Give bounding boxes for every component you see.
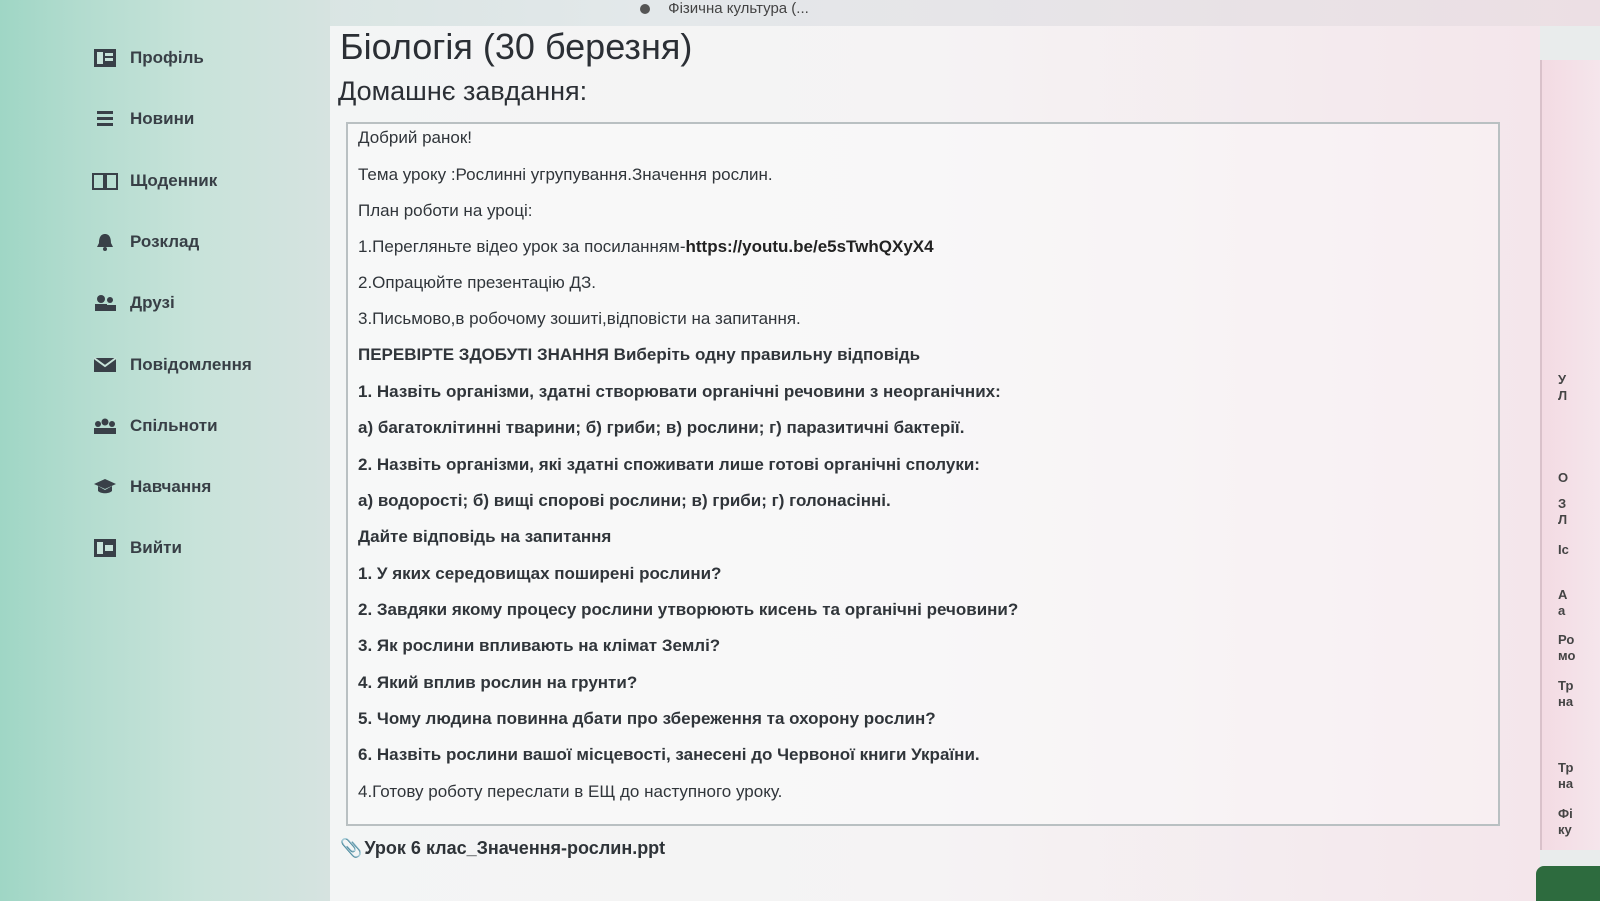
sidebar-item-profile[interactable] [92, 40, 204, 76]
sidebar-item-label: Вийти [130, 538, 182, 557]
sidebar-item-label: Друзі [130, 293, 175, 312]
sidebar-item-label: Новини [130, 109, 195, 128]
sidebar-item-label: Повідомлення [130, 355, 252, 374]
panel-fragment: на [1558, 694, 1574, 709]
panel-fragment: З [1558, 496, 1567, 511]
right-side-panel [1540, 60, 1600, 850]
panel-fragment: А [1558, 587, 1568, 602]
sidebar-item-logout[interactable] [92, 530, 182, 566]
attachment-link[interactable] [340, 838, 665, 859]
homework-box [346, 122, 1500, 826]
topic-line: Тема уроку :Рослинні угрупування.Значення рослин. [358, 165, 773, 184]
panel-fragment: Ро [1558, 632, 1575, 647]
panel-fragment: ку [1558, 822, 1572, 837]
profile-icon [92, 47, 118, 69]
step-1-line [358, 237, 934, 257]
tab-label: Фізична культура (... [668, 0, 809, 17]
sidebar-item-messages[interactable] [92, 347, 252, 383]
sidebar-item-news[interactable] [92, 101, 194, 137]
video-link[interactable]: https://youtu.be/e5sTwhQXyX4 [685, 237, 934, 256]
submission-line: 4.Готову роботу переслати в ЕЩ до наступного уроку. [358, 782, 783, 801]
paperclip-icon: 📎 [340, 838, 363, 858]
sidebar [0, 0, 330, 901]
tab-icon [640, 4, 650, 14]
panel-fragment: на [1558, 776, 1574, 791]
answer-heading: Дайте відповідь на запитання [358, 527, 612, 546]
graduation-cap-icon [92, 476, 118, 498]
sidebar-item-label: Щоденник [130, 171, 218, 190]
current-tab[interactable] [640, 0, 809, 17]
main-content [330, 26, 1540, 901]
sidebar-item-communities[interactable] [92, 408, 218, 444]
sidebar-item-label: Розклад [130, 232, 200, 251]
question-1-options: а) багатоклітинні тварини; б) гриби; в) рослини; г) паразитичні бактерії. [358, 418, 965, 437]
question-2: 2. Назвіть організми, які здатні споживати лише готові органічні сполуки: [358, 455, 980, 474]
panel-fragment: Тр [1558, 678, 1574, 693]
step-1-text: 1.Перегляньте відео урок за посиланням- [358, 237, 686, 256]
page-title: Біологія (30 березня) [340, 26, 693, 67]
sidebar-item-learning[interactable] [92, 469, 211, 505]
sidebar-item-diary[interactable] [92, 163, 217, 199]
panel-fragment: Л [1558, 512, 1568, 527]
panel-fragment: О [1558, 470, 1569, 485]
panel-fragment: Іс [1558, 542, 1569, 557]
open-question-6: 6. Назвіть рослини вашої місцевості, занесені до Червоної книги України. [358, 745, 980, 764]
question-2-options: а) водорості; б) вищі спорові рослини; в) гриби; г) голонасінні. [358, 491, 891, 510]
open-question-4: 4. Який вплив рослин на грунти? [358, 673, 638, 692]
corner-decoration [1536, 866, 1600, 901]
panel-fragment: мо [1558, 648, 1576, 663]
book-icon [92, 170, 118, 192]
friends-icon [92, 292, 118, 314]
panel-fragment: Л [1558, 388, 1568, 403]
check-knowledge-heading: ПЕРЕВІРТЕ ЗДОБУТІ ЗНАННЯ Виберіть одну правильну відповідь [358, 345, 921, 364]
open-question-3: 3. Як рослини впливають на клімат Землі? [358, 636, 721, 655]
panel-fragment: У [1558, 372, 1567, 387]
bell-icon [92, 231, 118, 253]
sidebar-item-schedule[interactable] [92, 224, 199, 260]
community-icon [92, 415, 118, 437]
list-icon [92, 108, 118, 130]
plan-heading: План роботи на уроці: [358, 201, 533, 220]
open-question-1: 1. У яких середовищах поширені рослини? [358, 564, 722, 583]
attachment-filename: Урок 6 клас_Значення-рослин.ppt [364, 838, 666, 858]
step-3-line: 3.Письмово,в робочому зошиті,відповісти на запитання. [358, 309, 801, 328]
envelope-icon [92, 354, 118, 376]
section-heading: Домашнє завдання: [338, 76, 588, 106]
question-1: 1. Назвіть організми, здатні створювати органічні речовини з неорганічних: [358, 382, 1001, 401]
sidebar-item-label: Профіль [130, 48, 204, 67]
open-question-5: 5. Чому людина повинна дбати про збереження та охорону рослин? [358, 709, 936, 728]
step-2-line: 2.Опрацюйте презентацію ДЗ. [358, 273, 596, 292]
sidebar-item-friends[interactable] [92, 285, 175, 321]
sidebar-item-label: Навчання [130, 477, 212, 496]
panel-fragment: Фі [1558, 806, 1573, 821]
sidebar-item-label: Спільноти [130, 416, 218, 435]
greeting-line: Добрий ранок! [358, 128, 472, 147]
open-question-2: 2. Завдяки якому процесу рослини утворюють кисень та органічні речовини? [358, 600, 1019, 619]
panel-fragment: Тр [1558, 760, 1574, 775]
panel-fragment: а [1558, 603, 1566, 618]
logout-icon [92, 537, 118, 559]
